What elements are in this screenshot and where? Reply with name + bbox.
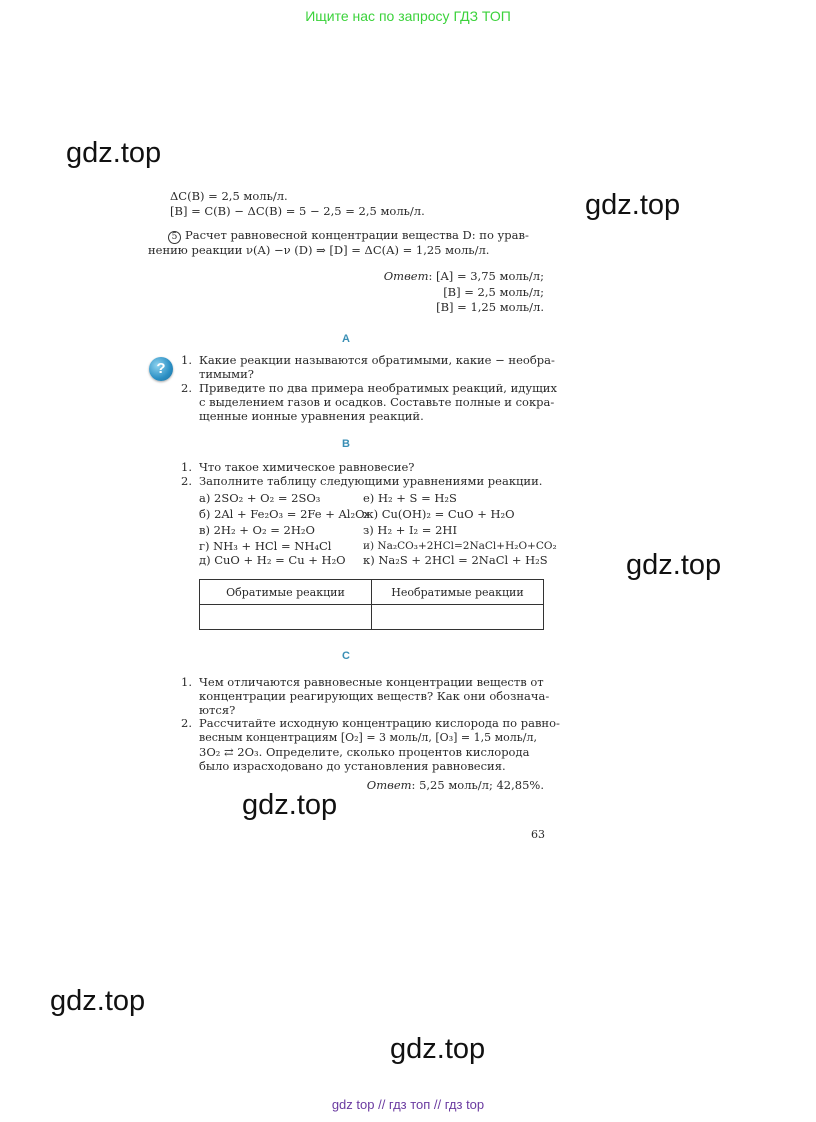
equation: б) 2Al + Fe₂O₃ = 2Fe + Al₂O₃ (199, 507, 370, 521)
section-title-b: B (342, 438, 350, 450)
banner-text: Ищите нас по запросу ГДЗ ТОП (305, 8, 511, 24)
watermark: gdz.top (242, 789, 338, 821)
table-cell-empty (372, 605, 544, 630)
equation: к) Na₂S + 2HCl = 2NaCl + H₂S (363, 553, 548, 567)
equation: ж) Cu(OH)₂ = CuO + H₂O (363, 507, 515, 521)
question-item-cont: щенные ионные уравнения реакций. (199, 409, 424, 423)
watermark: gdz.top (626, 549, 722, 581)
answer-line: [B] = 2,5 моль/л; (443, 285, 544, 299)
question-item: 2. Заполните таблицу следующими уравнениями реакции. (181, 474, 543, 488)
text-line: [B] = C(B) − ΔC(B) = 5 − 2,5 = 2,5 моль/л. (170, 204, 425, 218)
step-5-line: 5 Расчет равновесной концентрации вещества D: по урав- (168, 228, 529, 244)
section-title-a: A (342, 333, 350, 345)
watermark: gdz.top (50, 985, 146, 1017)
equation: г) NH₃ + HCl = NH₄Cl (199, 539, 332, 553)
question-item: 2. Рассчитайте исходную концентрацию кислорода по равно- (181, 716, 560, 730)
answer-line: [B] = 1,25 моль/л. (436, 300, 544, 314)
question-item-cont: с выделением газов и осадков. Составьте полные и сокра- (199, 395, 555, 409)
answer-line: Ответ: [A] = 3,75 моль/л; (383, 269, 544, 283)
table-cell-empty (200, 605, 372, 630)
table-header-reversible: Обратимые реакции (200, 580, 372, 605)
equation: е) H₂ + S = H₂S (363, 491, 457, 505)
table-header-irreversible: Необратимые реакции (372, 580, 544, 605)
question-item: 1. Какие реакции называются обратимыми, какие − необра- (181, 353, 555, 367)
question-item: 1. Чем отличаются равновесные концентрации веществ от (181, 675, 544, 689)
question-item-cont: было израсходовано до установления равновесия. (199, 759, 506, 773)
question-badge-icon: ? (149, 357, 173, 381)
answer-line: Ответ: 5,25 моль/л; 42,85%. (366, 778, 544, 792)
equation: д) CuO + H₂ = Cu + H₂O (199, 553, 346, 567)
question-item: 2. Приведите по два примера необратимых реакций, идущих (181, 381, 557, 395)
section-title-c: C (342, 650, 350, 662)
step-5-line-2: нению реакции ν(A) −ν (D) ⇒ [D] = ΔC(A) = 1,25 моль/л. (148, 243, 490, 257)
footer-links: gdz top // гдз топ // гдз top (331, 1097, 485, 1112)
watermark: gdz.top (585, 189, 681, 221)
reactions-table (199, 579, 544, 630)
text-line: ΔC(B) = 2,5 моль/л. (170, 189, 288, 203)
equation: а) 2SO₂ + O₂ = 2SO₃ (199, 491, 321, 505)
page-number: 63 (531, 828, 545, 841)
step-number-circle: 5 (168, 231, 181, 244)
question-item-cont: весным концентрациям [O₂] = 3 моль/л, [O₃] = 1,5 моль/л, (199, 731, 537, 744)
question-item-cont: ются? (199, 703, 236, 717)
watermark: gdz.top (66, 137, 162, 169)
question-item-cont: концентрации реагирующих веществ? Как они обознача- (199, 689, 550, 703)
question-item: 1. Что такое химическое равновесие? (181, 460, 415, 474)
question-item-cont: 3O₂ ⇄ 2O₃. Определите, сколько процентов кислорода (199, 745, 530, 759)
equation: з) H₂ + I₂ = 2HI (363, 523, 457, 537)
watermark: gdz.top (390, 1033, 486, 1065)
equation: и) Na₂CO₃+2HCl=2NaCl+H₂O+CO₂ (363, 540, 557, 552)
question-item-cont: тимыми? (199, 367, 254, 381)
equation: в) 2H₂ + O₂ = 2H₂O (199, 523, 315, 537)
